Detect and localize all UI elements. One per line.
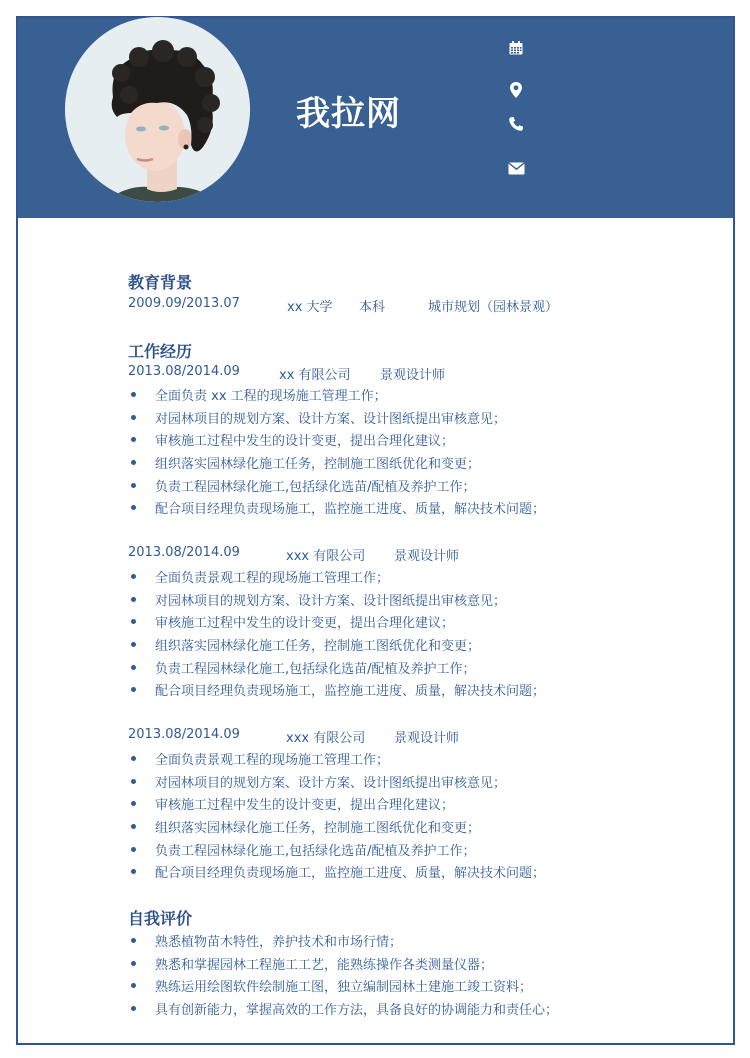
envelope-icon [508,162,526,180]
bullet-icon [131,869,136,874]
bullet-icon [131,801,136,806]
bullet-icon [131,824,136,829]
bullet-icon [131,779,136,784]
candidate-name: 我拉网 [296,94,401,134]
work-period: 2013.08/2014.09 [128,364,240,379]
bullet-icon [131,961,136,966]
section-title-self-evaluation: 自我评价 [128,909,193,928]
resume-header [18,18,733,218]
bullet-icon [131,938,136,943]
work-company: xxx 有限公司 [286,549,366,564]
work-position: 景观设计师 [394,549,460,564]
bullet-icon [131,687,136,692]
calendar-icon [508,40,526,58]
education-school: xx 大学 [287,300,333,315]
education-period: 2009.09/2013.07 [128,296,240,311]
work-position: 景观设计师 [394,731,460,746]
avatar-photo [65,17,250,202]
work-company: xx 有限公司 [279,368,351,383]
portrait-illustration [65,17,250,202]
education-degree: 本科 [359,300,386,315]
bullet-icon [131,847,136,852]
work-period: 2013.08/2014.09 [128,545,240,560]
phone-icon [508,116,526,134]
work-position: 景观设计师 [380,368,446,383]
bullet-icon [131,642,136,647]
bullet-icon [131,665,136,670]
education-major: 城市规划（园林景观） [428,300,559,315]
bullet-icon [131,1006,136,1011]
bullet-icon [131,437,136,442]
bullet-icon [131,619,136,624]
work-company: xxx 有限公司 [286,731,366,746]
bullet-icon [131,415,136,420]
bullet-icon [131,460,136,465]
resume-page: 我拉网 教育背景 2009.09/2013.07 xx 大学 本科 城市规划（园林景观） 工作经历 2013.08/2014.09 xx 有限公司 景观设计师 全面负责 xx 工程的现场施工管理工作； 对园林项目的规划方案、设计方案、设计图纸提出审核意见； 审核施工过程中发生的设计变更，提出合理化建议； 组织落实园林绿化施工任务，控制施工图纸优化和变更； 负责工程园林绿化施工,包括绿化选苗/配植及养护工作； 配合项目经理负责现场施工，监控施工进度、质量，解决技术问题； 2013.08/2014.09 xxx 有限公司 景观设计师 全面负责景观工程的现场施工管理工作； 对园林项目的规划方案、设计方案、设计图纸提出审核意见； 审核施工过程中发生的设计变更，提出合理化建议； 组织落实园林绿化施工任务，控制施工图纸优化和变更； 负责工程园林绿化施工,包括绿化选苗/配植及养护工作； 配合项目经理负责现场施工，监控施工进度、质量，解决技术问题； 2013.08/2014.09 xxx 有限公司 景观设计师 全面负责景观工程的现场施工管理工作； 对园林项目的规划方案、设计方案、设计图纸提出审核意见； 审核施工过程中发生的设计变更，提出合理化建议； 组织落实园林绿化施工任务，控制施工图纸优化和变更； 负责工程园林绿化施工,包括绿化选苗/配植及养护工作； 配合项目经理负责现场施工，监控施工进度、质量，解决技术问题； 自我评价 熟悉植物苗木特性，养护技术和市场行情； 熟悉和掌握园林工程施工工艺，能熟练操作各类测量仪器； 熟练运用绘图软件绘制施工图，独立编制园林土建施工竣工资料； 具有创新能力，掌握高效的工作方法，具备良好的协调能力和责任心； [16,16,735,1045]
section-title-education: 教育背景 [128,273,193,292]
bullet-icon [131,483,136,488]
bullet-icon [131,983,136,988]
bullet-icon [131,574,136,579]
bullet-icon [131,597,136,602]
work-period: 2013.08/2014.09 [128,727,240,742]
bullet-icon [131,756,136,761]
location-pin-icon [508,81,526,99]
section-title-work: 工作经历 [128,342,193,361]
bullet-icon [131,392,136,397]
bullet-icon [131,505,136,510]
